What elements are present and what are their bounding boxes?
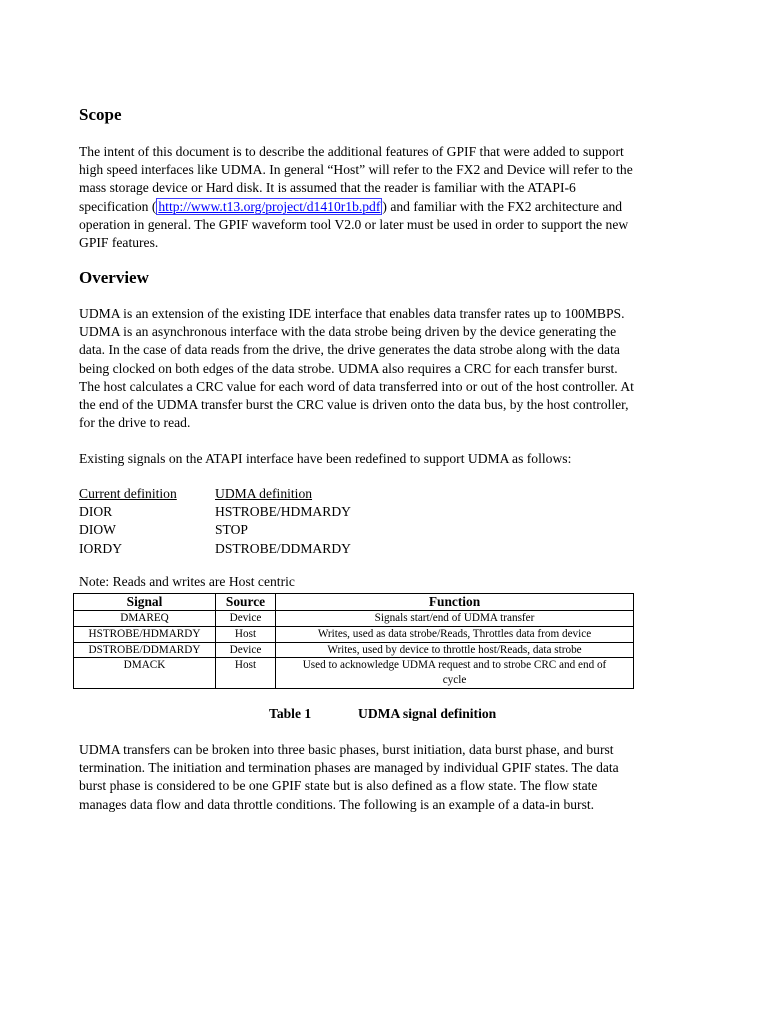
scope-heading: Scope bbox=[79, 105, 122, 124]
function-cell-line-1: Used to acknowledge UDMA request and to strobe CRC and end of bbox=[302, 659, 607, 672]
function-cell: Signals start/end of UDMA transfer bbox=[276, 611, 634, 627]
host-centric-note: Note: Reads and writes are Host centric bbox=[79, 574, 295, 589]
scope-line-4-after: ) and familiar with the FX2 architecture and bbox=[382, 198, 623, 214]
overview-paragraph bbox=[79, 305, 719, 432]
overview-line-1: UDMA is an extension of the existing IDE interface that enables data transfer rates up to 100MBPS. bbox=[79, 306, 625, 321]
source-column-header: Source bbox=[216, 594, 276, 611]
overview-heading: Overview bbox=[79, 268, 149, 287]
overview-line-4: being clocked on both edges of the data strobe. UDMA also requires a CRC for each transfer burst. bbox=[79, 360, 618, 376]
table-caption bbox=[269, 706, 496, 722]
signal-cell: DMACK bbox=[74, 658, 216, 689]
table-caption-title: UDMA signal definition bbox=[358, 706, 497, 721]
phases-line-4: manages data flow and data throttle conditions. The following is an example of a data-in burst. bbox=[79, 796, 595, 812]
existing-signals-paragraph bbox=[79, 450, 719, 468]
table-header-row bbox=[74, 594, 634, 611]
source-cell: Host bbox=[216, 658, 276, 689]
source-cell: Device bbox=[216, 642, 276, 658]
phases-line-1: UDMA transfers can be broken into three basic phases, burst initiation, data burst phase, and burst bbox=[79, 742, 614, 757]
spec-link-box[interactable] bbox=[156, 198, 382, 215]
current-definition: DIOW bbox=[79, 522, 116, 538]
scope-line-4 bbox=[79, 198, 719, 216]
table-row bbox=[74, 611, 634, 627]
udma-definition-header: UDMA definition bbox=[215, 486, 313, 501]
scope-line-4-before: specification ( bbox=[79, 198, 157, 214]
udma-signal-table bbox=[73, 593, 634, 689]
spec-link[interactable]: http://www.t13.org/project/d1410r1b.pdf bbox=[158, 198, 381, 214]
signal-column-header: Signal bbox=[74, 594, 216, 611]
overview-line-5: The host calculates a CRC value for each word of data transferred into or out of the host controller. At bbox=[79, 378, 634, 394]
function-cell: Writes, used as data strobe/Reads, Throttles data from device bbox=[276, 626, 634, 642]
function-cell bbox=[276, 658, 634, 689]
udma-definition: STOP bbox=[215, 522, 248, 538]
source-cell: Host bbox=[216, 626, 276, 642]
phases-paragraph bbox=[79, 741, 719, 814]
scope-line-5: operation in general. The GPIF waveform tool V2.0 or later must be used in order to support the new bbox=[79, 216, 629, 232]
overview-line-6: the end of the UDMA transfer burst the CRC value is driven onto the data bus, by the host controller, bbox=[79, 397, 629, 413]
table-caption-number: Table 1 bbox=[269, 706, 312, 721]
overview-line-2: UDMA is an asynchronous interface with the data strobe being driven by the device generating the bbox=[79, 324, 617, 340]
table-row bbox=[74, 658, 634, 689]
phases-line-2: termination. The initiation and termination phases are managed by individual GPIF states. The data bbox=[79, 760, 619, 776]
udma-definition: DSTROBE/DDMARDY bbox=[215, 540, 351, 556]
signal-cell: HSTROBE/HDMARDY bbox=[74, 626, 216, 642]
overview-line-7: for the drive to read. bbox=[79, 415, 191, 431]
scope-line-3: mass storage device or Hard disk. It is assumed that the reader is familiar with the ATAPI-6 bbox=[79, 180, 576, 196]
function-column-header: Function bbox=[276, 594, 634, 611]
udma-definition: HSTROBE/HDMARDY bbox=[215, 504, 351, 520]
phases-line-3: burst phase is considered to be one GPIF state but is also defined as a flow state. The flow state bbox=[79, 778, 598, 794]
current-definition-header: Current definition bbox=[79, 486, 177, 501]
scope-line-2: high speed interfaces like UDMA. In general “Host” will refer to the FX2 and Device will refer to the bbox=[79, 162, 633, 178]
scope-line-1: The intent of this document is to describe the additional features of GPIF that were added to support bbox=[79, 144, 624, 159]
existing-signals-line: Existing signals on the ATAPI interface have been redefined to support UDMA as follows: bbox=[79, 451, 572, 466]
scope-line-6: GPIF features. bbox=[79, 235, 159, 251]
signal-cell: DMAREQ bbox=[74, 611, 216, 627]
source-cell: Device bbox=[216, 611, 276, 627]
table-row bbox=[74, 642, 634, 658]
current-definition: DIOR bbox=[79, 504, 113, 520]
function-cell-line-2: cycle bbox=[442, 674, 467, 687]
scope-paragraph bbox=[79, 143, 719, 252]
table-row bbox=[74, 626, 634, 642]
overview-line-3: data. In the case of data reads from the drive, the drive generates the data strobe along with the data bbox=[79, 342, 620, 358]
current-definition: IORDY bbox=[79, 540, 123, 556]
signal-cell: DSTROBE/DDMARDY bbox=[74, 642, 216, 658]
function-cell: Writes, used by device to throttle host/Reads, data strobe bbox=[276, 642, 634, 658]
